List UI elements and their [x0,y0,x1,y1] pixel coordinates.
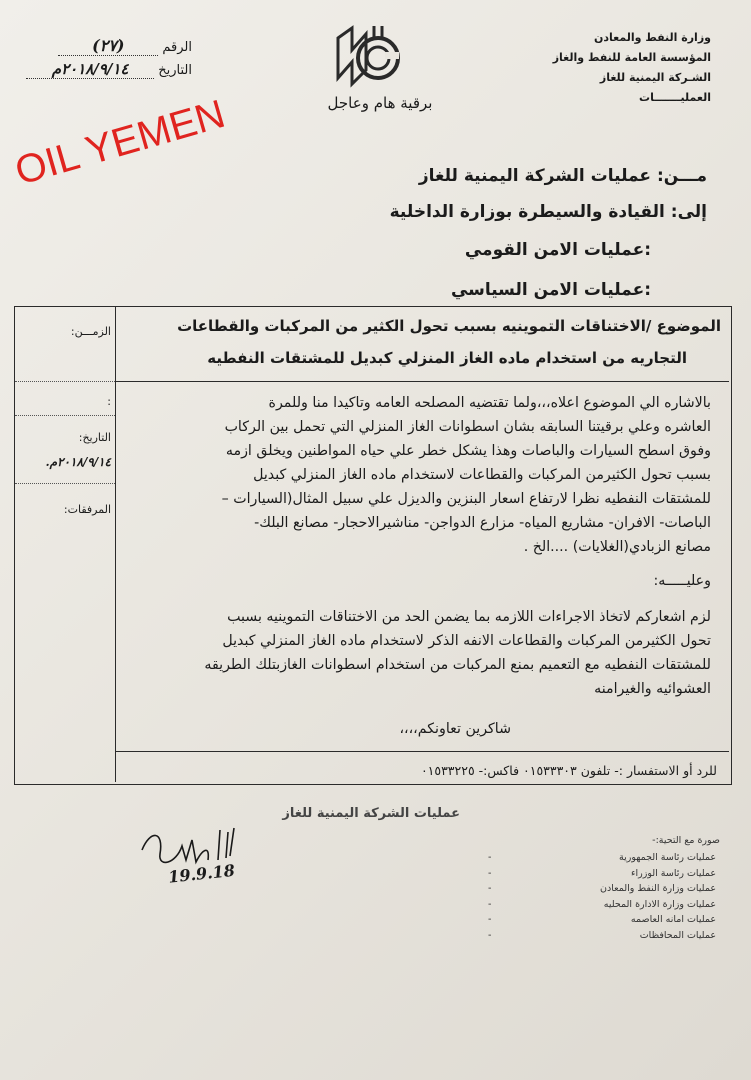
reference-label: الرقم [162,40,192,55]
request-line: للمشتقات النفطيه مع التعميم بمنع المركبات من استخدام اسطوانات الغازبتلك الطريقه [204,657,711,673]
from-line: مـــن: عمليات الشركة اليمنية للغاز [418,166,707,186]
copies-item: - عمليات وزارة النفط والمعادن [488,883,716,894]
body-line: مصانع الزبادي(الغلايات) ....الخ . [523,539,711,555]
copies-item: - عمليات رئاسة الوزراء [488,867,716,879]
date-label: التاريخ [158,63,192,78]
body-line: وفوق اسطح السيارات والباصات وهذا يشكل خطر علي حياه المواطنين ويخلق ازمه [225,443,711,459]
time-label: الزمـــن: [70,325,111,338]
subject-divider [115,381,729,382]
memo-table [14,306,732,785]
body-line: بالاشاره الي الموضوع اعلاه،،،ولما تقتضيه المصلحه العامه وتاكيدا منا وللمرة [268,395,711,411]
urgent-note: برقية هام وعاجل [327,94,433,112]
request-line: لزم اشعاركم لاتخاذ الاجراءات اللازمه بما يضمن الحد من الاختناقات التموينيه بسبب [227,609,711,625]
copies-item: - عمليات وزارة الادارة المحليه [488,898,716,910]
wa-alayh-heading: وعليـــــه: [653,573,711,589]
body-line: للمشتقات النفطيه نظرا لارتفاع اسعار البنزين والديزل علي سبيل المثال(السيارات – [221,491,711,507]
signature-title: عمليات الشركة اليمنية للغاز [282,806,460,821]
date-field-value: ٢٠١٨/٩/١٤م. [45,455,111,469]
ministry-line: وزارة النفط والمعادن [594,31,711,44]
subject-line: الموضوع /الاختناقات التموينيه بسبب تحول الكثير من المركبات والقطاعات [177,317,721,335]
copies-item: - عمليات رئاسة الجمهورية [488,852,716,863]
ministry-header [511,28,711,108]
attachments-label: المرفقات: [63,503,111,516]
request-line: تحول الكثيرمن المركبات والقطاعات الانفه الذكر لاستخدام ماده الغاز المنزلي كبديل [222,633,711,649]
left-divider [15,415,115,416]
column-divider [115,307,116,782]
colon-mark: : [107,395,111,408]
body-line: الباصات- الافران- مشاريع المياه- مزارع الدواجن- مناشيرالاحجار- مصانع البلك- [254,515,711,531]
subject-line: التجاريه من استخدام ماده الغاز المنزلي كبديل للمشتقات النفطيه [207,349,687,367]
request-line: العشوائيه والغيرامنه [594,681,711,697]
body-line: العاشره وعلي برقيتنا السابقه بشان اسطوانات الغاز المنزلي التي تحمل بين الركاب [224,419,711,435]
handwritten-date: 19.9.18 [167,860,236,887]
company-logo-icon [330,22,406,92]
left-divider [15,381,115,382]
body-line: بسبب تحول الكثيرمن المركبات والقطاعات لاستخدام ماده الغاز المنزلي كبديل [253,467,711,483]
copies-list [488,852,720,945]
to-line: إلى: القيادة والسيطرة بوزارة الداخلية [389,202,707,222]
reference-date: ٢٠١٨/٩/١٤م [26,60,154,79]
ministry-line: الشـركة اليمنية للغاز [599,71,711,84]
ministry-line: العمليـــــــات [639,91,711,104]
copies-title: صورة مع التحية:- [652,835,720,846]
thanks-line: شاكرين تعاونكم،،،، [399,721,511,737]
ministry-line: المؤسسة العامة للنفط والغاز [552,51,711,64]
copies-block [488,835,720,945]
cc-line-national-security: :عمليات الامن القومي [464,240,651,260]
reference-number: (٢٧) [58,36,158,56]
copies-item: - عمليات امانه العاصمه [488,914,716,925]
contact-line: للرد أو الاستفسار :- تلفون ٠١٥٣٣٣٠٣ فاكس:- ٠١٥٣٣٢٢٥ [420,763,717,778]
cc-line-political-security: :عمليات الامن السياسي [450,280,651,300]
contact-divider [115,751,729,752]
copies-item: - عمليات المحافظات [488,929,716,941]
left-divider [15,483,115,484]
oil-yemen-stamp: OIL YEMEN [10,91,230,194]
date-field-label: التاريخ: [78,431,111,444]
